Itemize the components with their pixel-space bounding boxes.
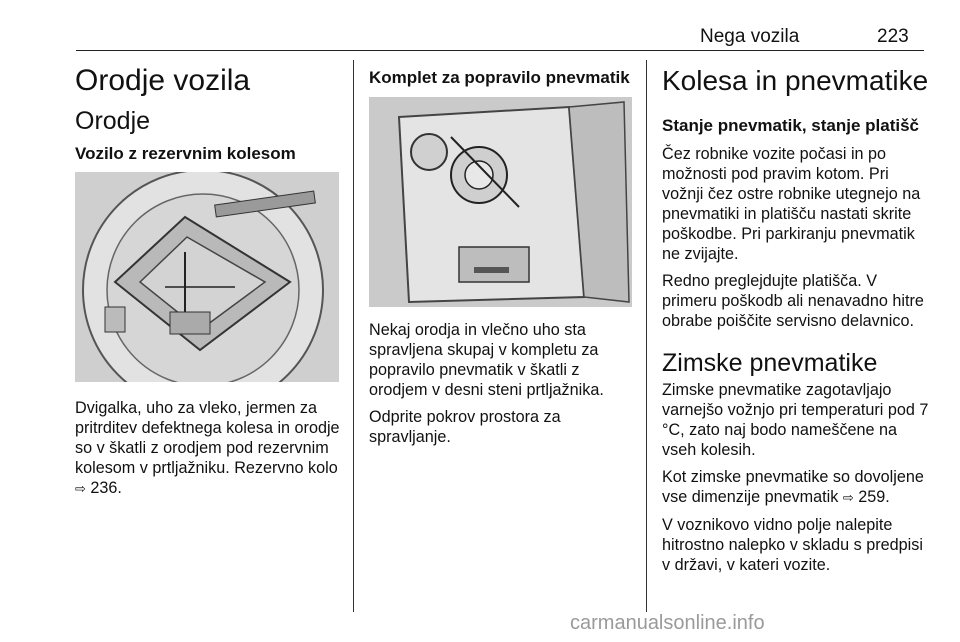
page-ref[interactable]: 259. xyxy=(853,488,890,506)
subsection-title: Orodje xyxy=(75,107,151,135)
arrow-ref-icon: ⇨ xyxy=(842,490,854,505)
column-1 xyxy=(75,62,343,165)
paragraph: Redno preglejdujte platišča. V primeru poškodb ali nenavadno hitre obrabe poiščite servisno delavnico. xyxy=(662,272,924,330)
paragraph: V voznikovo vidno polje nalepite hitrostno nalepko v skladu s predpisi v državi, v kateri vozite. xyxy=(662,516,923,574)
header-rule xyxy=(76,50,924,51)
page-header-title: Nega vozila xyxy=(700,26,800,47)
paragraph: Zimske pnevmatike zagotavljajo varnejšo vožnjo pri temperaturi pod 7 °C, zato naj bodo nameščene na vseh kolesih. xyxy=(662,381,929,459)
page-number: 223 xyxy=(877,26,909,47)
column-divider-2 xyxy=(646,60,647,612)
arrow-ref-icon: ⇨ xyxy=(75,481,86,496)
column-divider-1 xyxy=(353,60,354,612)
watermark: carmanualsonline.info xyxy=(570,612,765,634)
page-ref[interactable]: 236. xyxy=(85,479,122,497)
scissor-jack-illustration xyxy=(75,172,339,382)
sub-subsection-title: Komplet za popravilo pnevmatik xyxy=(369,68,630,87)
figure-repair-kit xyxy=(369,97,632,307)
section-title: Orodje vozila xyxy=(75,64,251,97)
subsection-title: Zimske pnevmatike xyxy=(662,349,878,377)
tyre-repair-kit-illustration xyxy=(369,97,632,307)
paragraph: Nekaj orodja in vlečno uho sta spravljena skupaj v kompletu za popravilo pnevmatik v škatli z orodjem v desni steni prtljažnika. xyxy=(369,321,604,399)
column-1-text xyxy=(75,398,345,499)
paragraph: Dvigalka, uho za vleko, jermen za pritrditev defektnega kolesa in orodje so v škatli z orodjem pod rezervnim kolesom v prtljažniku. Rezervno kolo ⇨ 236. xyxy=(75,399,340,497)
column-2 xyxy=(369,62,639,89)
sub-subsection-title: Stanje pnevmatik, stanje platišč xyxy=(662,116,919,135)
paragraph: Odprite pokrov prostora za spravljanje. xyxy=(369,408,561,446)
section-title: Kolesa in pnevmatike xyxy=(662,65,929,96)
paragraph: Čez robnike vozite počasi in po možnosti pod pravim kotom. Pri vožnji čez ostre robnike utegnejo na pnevmatiki in platišču nastati skrite poškodbe. Pri parkiranju pnevmatik ne zvijajte. xyxy=(662,145,921,263)
sub-subsection-title: Vozilo z rezervnim kolesom xyxy=(75,144,296,163)
figure-jack xyxy=(75,172,339,382)
paragraph: Kot zimske pnevmatike so dovoljene vse dimenzije pnevmatik ⇨ 259. xyxy=(662,468,924,506)
column-3 xyxy=(662,62,932,575)
column-2-text xyxy=(369,320,639,447)
